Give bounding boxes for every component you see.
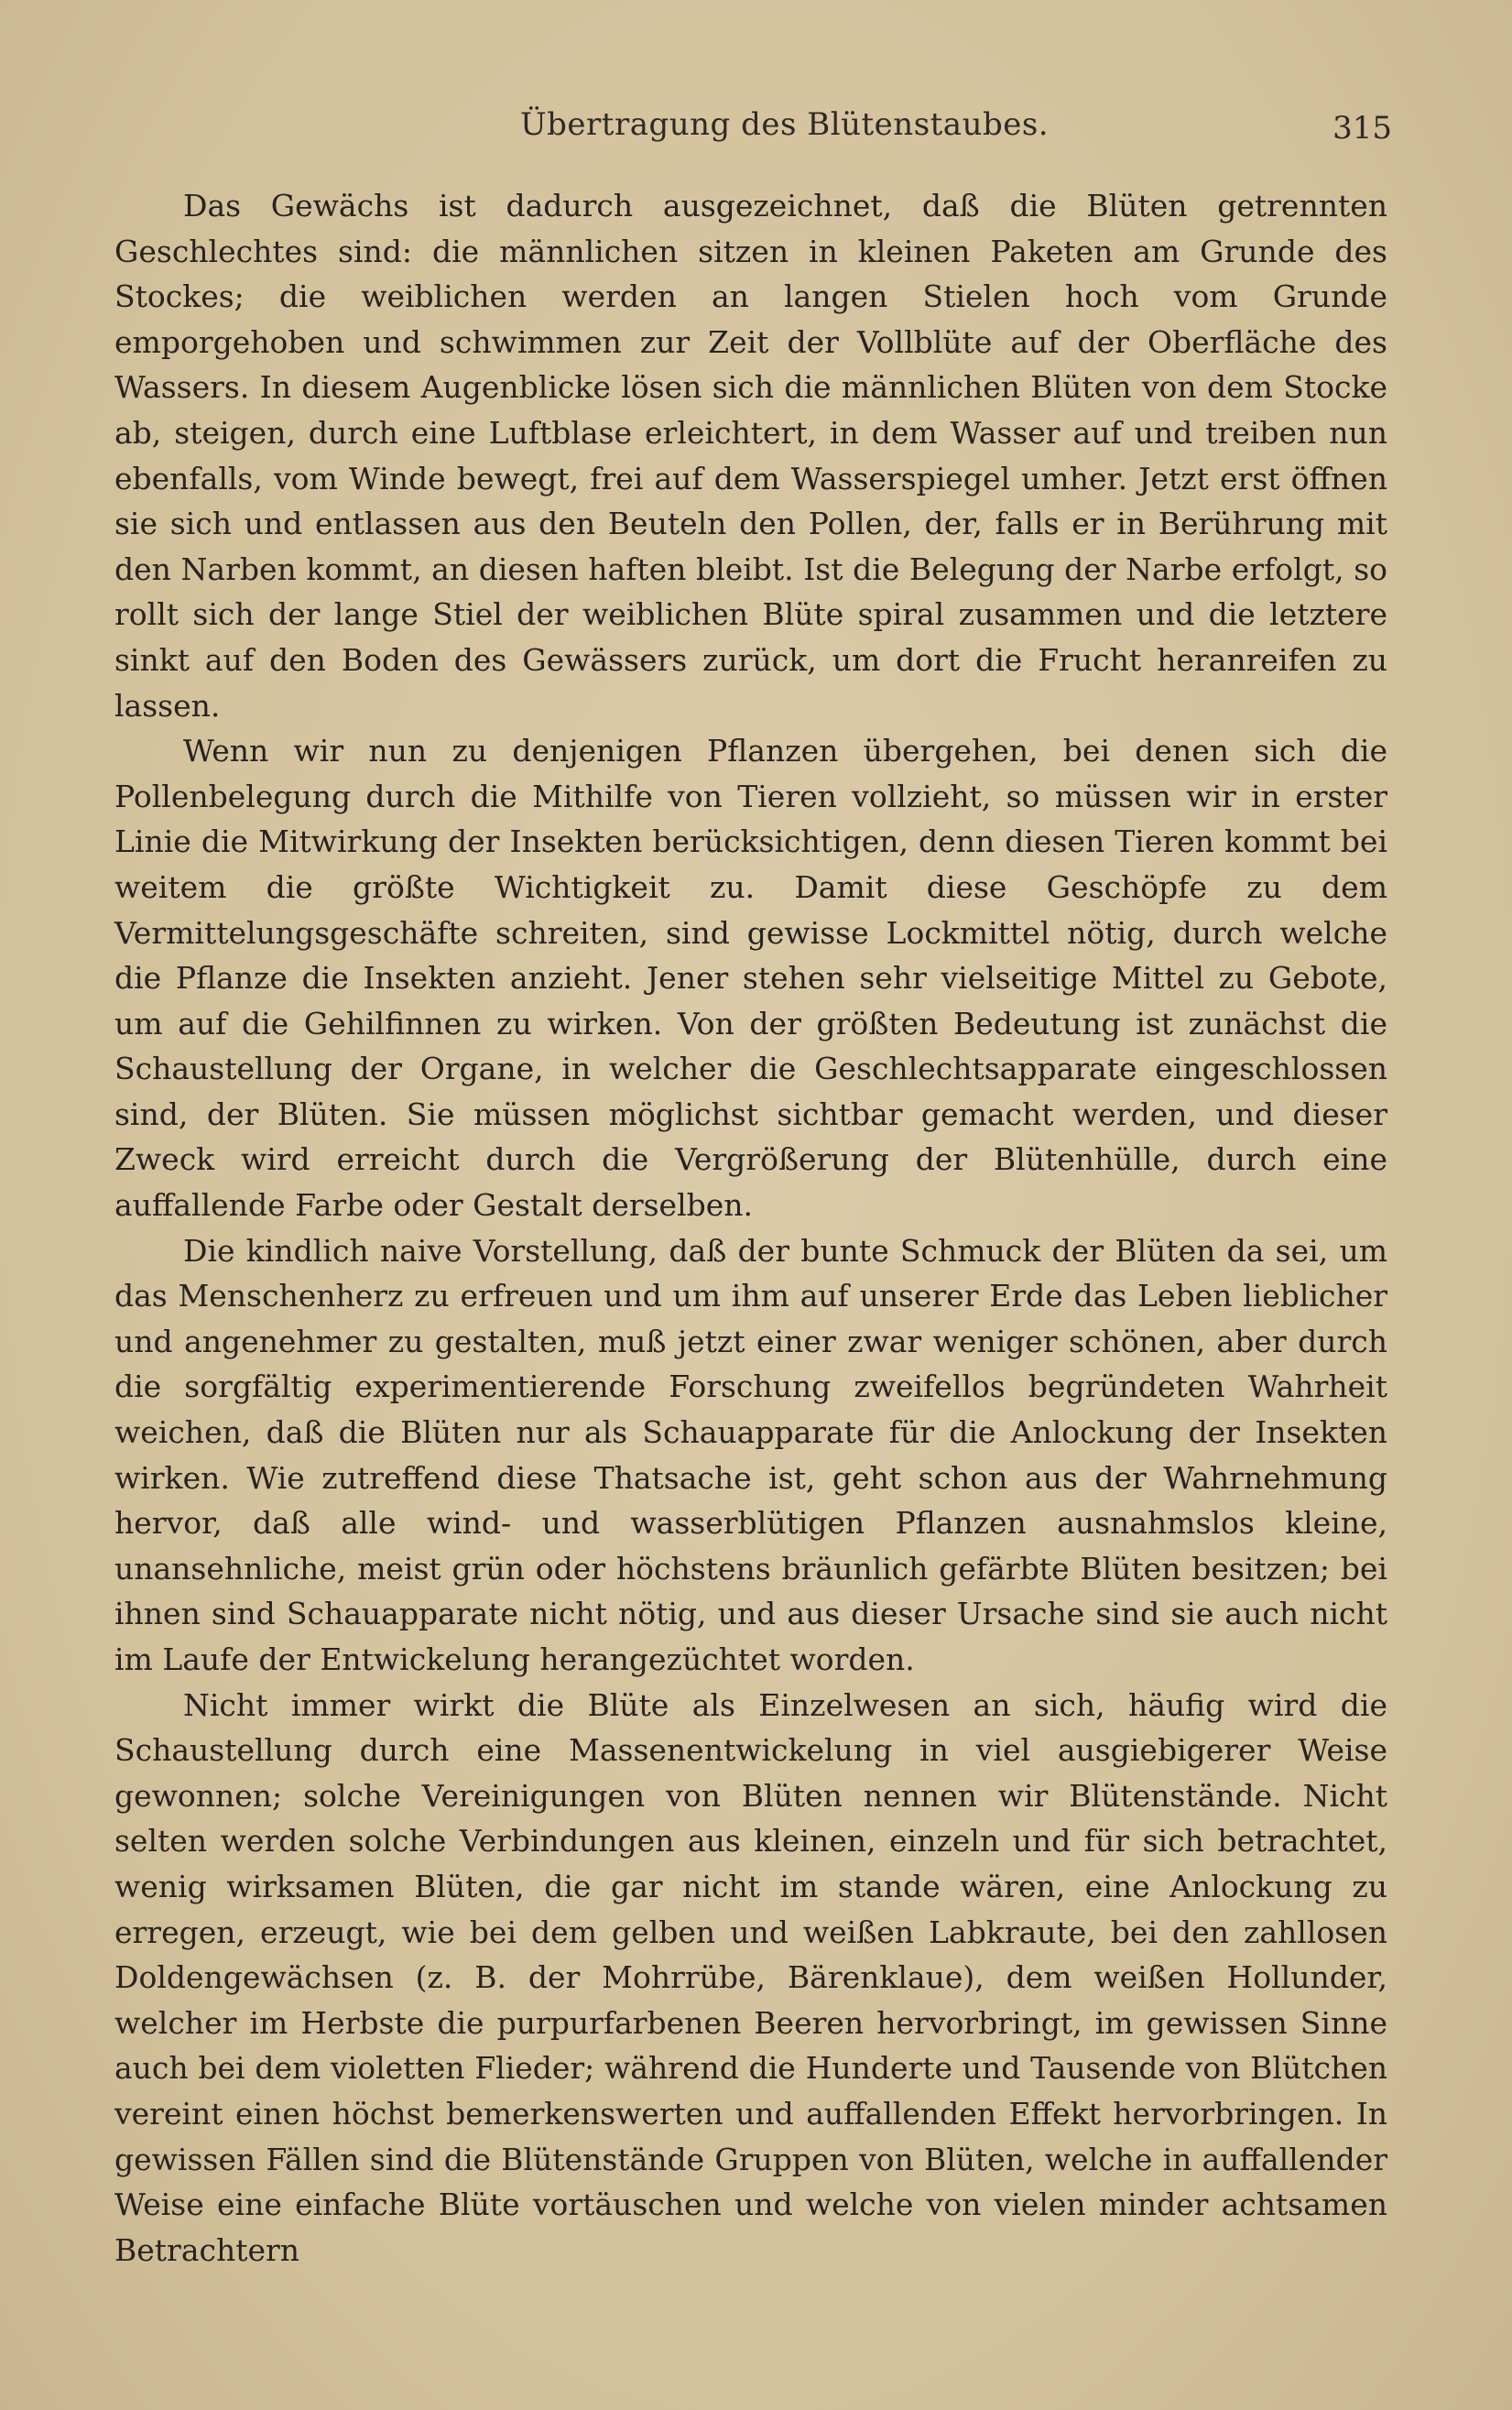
body-text (114, 183, 1387, 2273)
paragraph: Wenn wir nun zu denjenigen Pflanzen übergehen, bei denen sich die Pollenbelegung durch die Mithilfe von Tieren vollzieht, so müssen wir in erster Linie die Mitwirkung der Insekten berücksichtigen, denn diesen Tieren kommt bei weitem die größte Wichtigkeit zu. Damit diese Geschöpfe zu dem Vermittelungsgeschäfte schreiten, sind gewisse Lockmittel nötig, durch welche die Pflanze die Insekten anzieht. Jener stehen sehr vielseitige Mittel zu Gebote, um auf die Gehilfinnen zu wirken. Von der größten Bedeutung ist zunächst die Schaustellung der Organe, in welcher die Geschlechtsapparate eingeschlossen sind, der Blüten. Sie müssen möglichst sichtbar gemacht werden, und dieser Zweck wird erreicht durch die Vergrößerung der Blütenhülle, durch eine auffallende Farbe oder Gestalt derselben. (114, 733, 1387, 1224)
paragraph: Das Gewächs ist dadurch ausgezeichnet, daß die Blüten getrennten Geschlechtes sind: die männlichen sitzen in kleinen Paketen am Grunde des Stockes; die weiblichen werden an langen Stielen hoch vom Grunde emporgehoben und schwimmen zur Zeit der Vollblüte auf der Oberfläche des Wassers. In diesem Augenblicke lösen sich die männlichen Blüten von dem Stocke ab, steigen, durch eine Luftblase erleichtert, in dem Wasser auf und treiben nun ebenfalls, vom Winde bewegt, frei auf dem Wasserspiegel umher. Jetzt erst öffnen sie sich und entlassen aus den Beuteln den Pollen, der, falls er in Berührung mit den Narben kommt, an diesen haften bleibt. Ist die Belegung der Narbe erfolgt, so rollt sich der lange Stiel der weiblichen Blüte spiral zusammen und die letztere sinkt auf den Boden des Gewässers zurück, um dort die Frucht heranreifen zu lassen. (114, 188, 1387, 724)
page-number: 315 (1333, 110, 1392, 147)
page-header (110, 103, 1392, 158)
paragraph: Nicht immer wirkt die Blüte als Einzelwesen an sich, häufig wird die Schaustellung durch eine Massenentwickelung in viel ausgiebigerer Weise gewonnen; solche Vereinigungen von Blüten nennen wir Blütenstände. Nicht selten werden solche Verbindungen aus kleinen, einzeln und für sich betrachtet, wenig wirksamen Blüten, die gar nicht im stande wären, eine Anlockung zu erregen, erzeugt, wie bei dem gelben und weißen Labkraute, bei den zahllosen Doldengewächsen (z. B. der Mohrrübe, Bärenklaue), dem weißen Hollunder, welcher im Herbste die purpurfarbenen Beeren hervorbringt, im gewissen Sinne auch bei dem violetten Flieder; während die Hunderte und Tausende von Blütchen vereint einen höchst bemerkenswerten und auffallenden Effekt hervorbringen. In gewissen Fällen sind die Blütenstände Gruppen von Blüten, welche in auffallender Weise eine einfache Blüte vortäuschen und welche von vielen minder achtsamen Betrachtern (114, 1686, 1387, 2268)
paragraph: Die kindlich naive Vorstellung, daß der bunte Schmuck der Blüten da sei, um das Menschenherz zu erfreuen und um ihm auf unserer Erde das Leben lieblicher und angenehmer zu gestalten, muß jetzt einer zwar weniger schönen, aber durch die sorgfältig experimentierende Forschung zweifellos begründeten Wahrheit weichen, daß die Blüten nur als Schauapparate für die Anlockung der Insekten wirken. Wie zutreffend diese Thatsache ist, geht schon aus der Wahrnehmung hervor, daß alle wind- und wasserblütigen Pflanzen ausnahmslos kleine, unansehnliche, meist grün oder höchstens bräunlich gefärbte Blüten besitzen; bei ihnen sind Schauapparate nicht nötig, und aus dieser Ursache sind sie auch nicht im Laufe der Entwickelung herangezüchtet worden. (114, 1232, 1387, 1677)
running-head: Übertragung des Blütenstaubes. (520, 106, 1050, 143)
